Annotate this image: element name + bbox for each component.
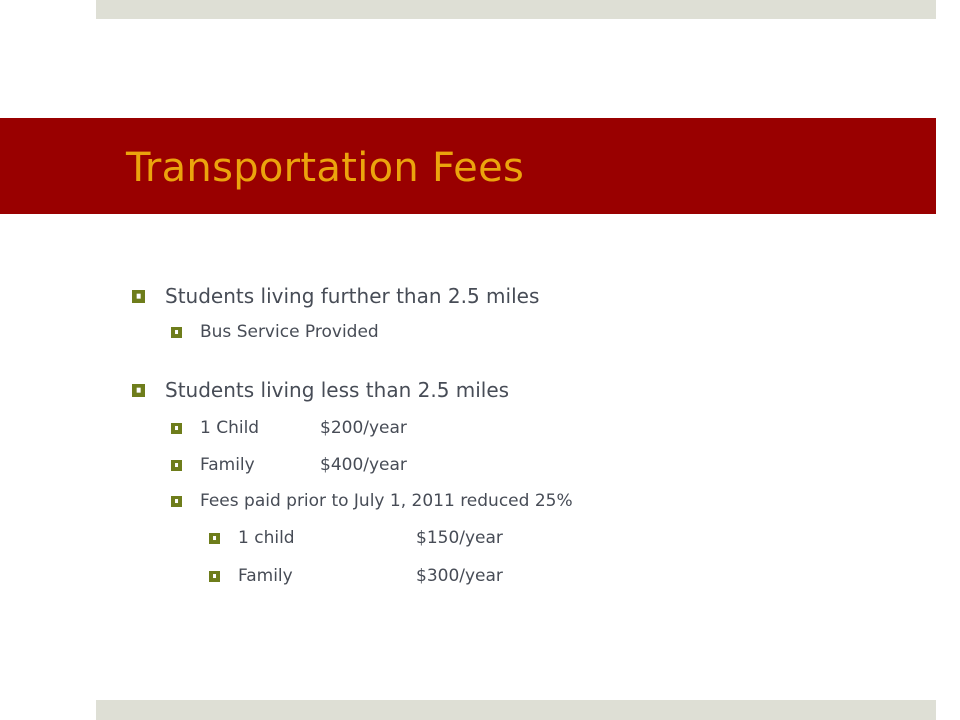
bullet-text: Fees paid prior to July 1, 2011 reduced 25% xyxy=(200,491,573,511)
square-bullet-icon xyxy=(171,496,182,507)
square-bullet-icon xyxy=(132,290,145,303)
square-bullet-icon xyxy=(171,327,182,338)
bullet-text: Bus Service Provided xyxy=(200,322,379,342)
sub-bullet-fee-child xyxy=(171,417,407,439)
fee-label: 1 child xyxy=(238,528,295,548)
fee-amount: $400/year xyxy=(320,455,407,475)
sub-bullet-fee-family xyxy=(171,454,407,476)
fee-amount: $300/year xyxy=(416,566,503,586)
square-bullet-icon xyxy=(209,571,220,582)
sub-bullet-discount-note xyxy=(171,490,573,512)
fee-label: Family xyxy=(238,566,293,586)
bullet-students-near xyxy=(132,377,509,403)
square-bullet-icon xyxy=(209,533,220,544)
fee-label: 1 Child xyxy=(200,418,260,438)
square-bullet-icon xyxy=(132,384,145,397)
top-accent-bar xyxy=(96,0,936,19)
bullet-text: Students living further than 2.5 miles xyxy=(165,284,540,308)
square-bullet-icon xyxy=(171,423,182,434)
sub-sub-bullet-discount-child xyxy=(209,527,503,549)
fee-label: Family xyxy=(200,455,255,475)
bullet-students-far xyxy=(132,283,539,309)
bottom-accent-bar xyxy=(96,700,936,720)
fee-amount: $200/year xyxy=(320,418,407,438)
bullet-text: Students living less than 2.5 miles xyxy=(165,378,510,402)
sub-bullet-bus-service xyxy=(171,321,379,343)
fee-amount: $150/year xyxy=(416,528,503,548)
square-bullet-icon xyxy=(171,460,182,471)
slide-title: Transportation Fees xyxy=(126,145,525,191)
sub-sub-bullet-discount-family xyxy=(209,565,503,587)
